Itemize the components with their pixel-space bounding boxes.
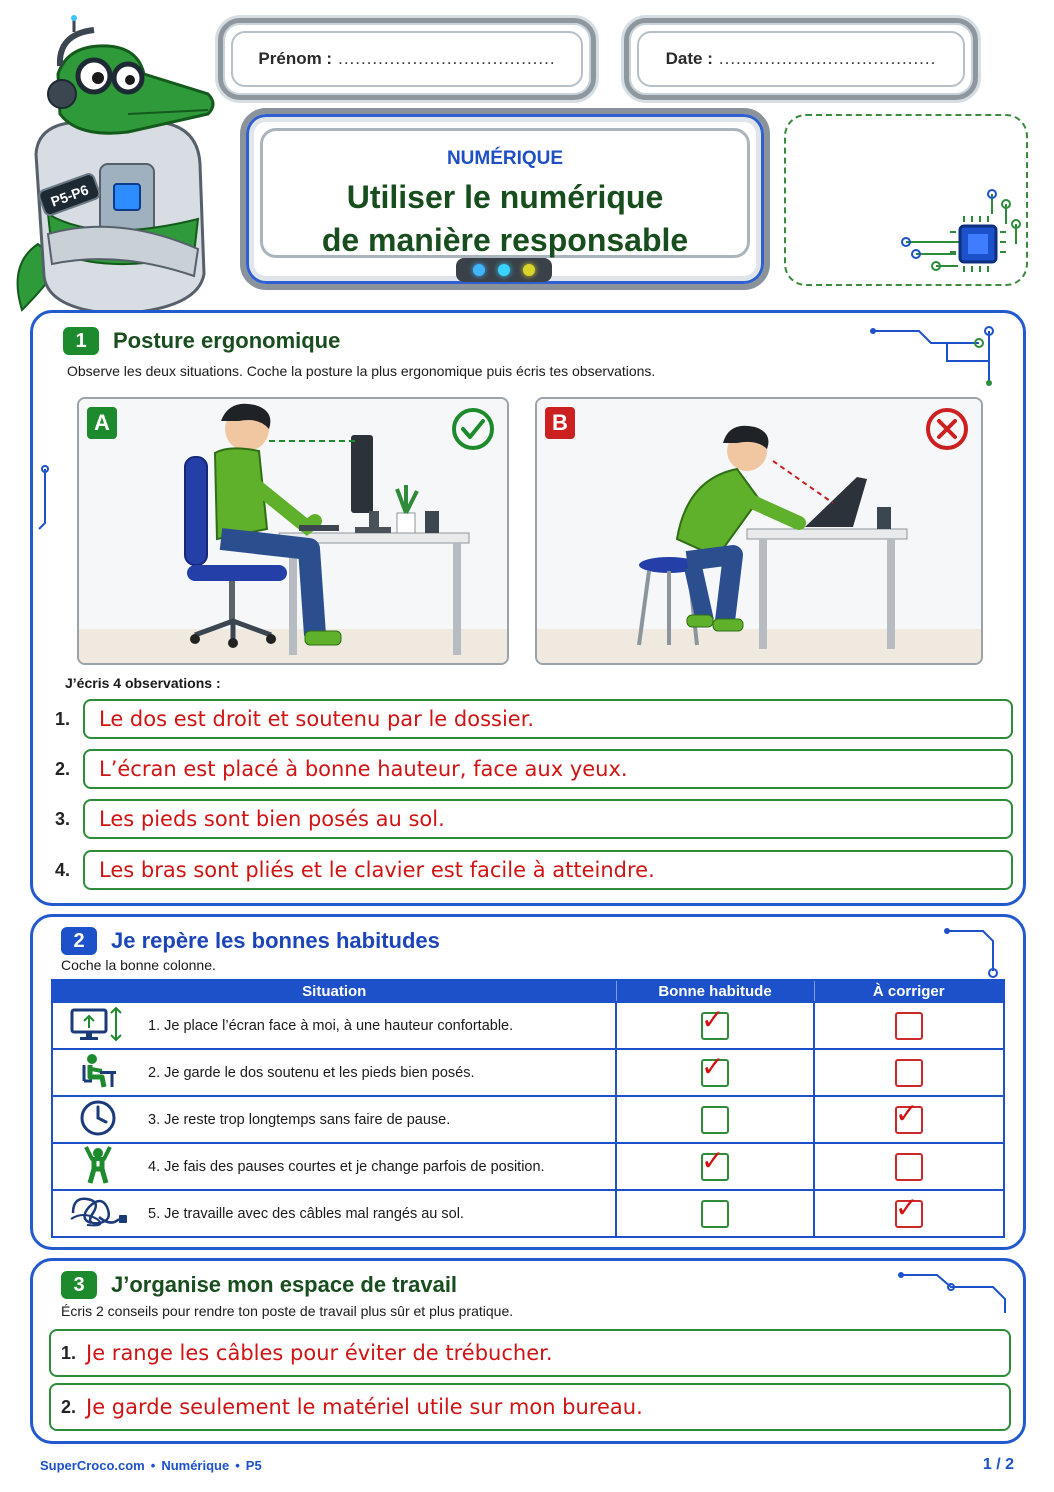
cross-circle-icon[interactable] [925, 407, 969, 451]
tick-mark: ✓ [701, 1050, 725, 1082]
seated-person-icon [78, 1053, 118, 1089]
column-header-fix: À corriger [814, 980, 1004, 1002]
tick-mark: ✓ [701, 1144, 725, 1176]
row-situation: 3. Je reste trop longtemps sans faire de pause. [142, 1096, 616, 1143]
led-light-icon [523, 264, 535, 276]
to-fix-checkbox[interactable] [895, 1153, 923, 1181]
section-instruction: Observe les deux situations. Coche la posture la plus ergonomique puis écris tes observations. [67, 363, 656, 379]
advice-field[interactable] [49, 1383, 1011, 1431]
to-fix-cell [814, 1049, 1004, 1096]
led-light-icon [473, 264, 485, 276]
row-icon-cell [52, 1049, 142, 1096]
observation-number: 3. [55, 808, 71, 829]
section-workspace [30, 1258, 1026, 1444]
good-habit-cell [616, 1190, 814, 1237]
column-header-situation: Situation [52, 980, 616, 1002]
good-habit-cell [616, 1096, 814, 1143]
section-instruction: Coche la bonne colonne. [61, 957, 216, 973]
row-icon-cell [52, 1143, 142, 1190]
table-row [52, 1049, 1004, 1096]
good-habit-cell [616, 1143, 814, 1190]
page-title-line-2: de manière responsable [321, 222, 689, 258]
observation-row [55, 749, 1013, 789]
circuit-decoration-icon [943, 923, 1013, 979]
habits-table [51, 979, 1005, 1238]
footer-level: P5 [245, 1458, 262, 1473]
table-header-row [52, 980, 1004, 1002]
first-name-dots: ...................................... [338, 49, 556, 68]
observation-row [55, 850, 1013, 890]
date-label: Date : [665, 49, 713, 68]
stretching-person-icon [82, 1145, 114, 1185]
observation-row [55, 699, 1013, 739]
to-fix-cell [814, 1002, 1004, 1049]
footer-subject: Numérique [161, 1458, 230, 1473]
tick-mark: ✓ [895, 1097, 919, 1129]
section-1-header [63, 327, 340, 355]
circuit-decoration-icon [37, 463, 57, 533]
table-row [52, 1190, 1004, 1237]
panel-letter-a: A [87, 407, 117, 439]
advice-text: Je range les câbles pour éviter de trébucher. [86, 1341, 553, 1365]
posture-image-b [535, 397, 983, 665]
observation-number: 4. [55, 859, 71, 880]
section-title: Je repère les bonnes habitudes [111, 928, 440, 953]
table-row [52, 1096, 1004, 1143]
section-3-header [61, 1271, 457, 1299]
mascot-badge-text: P5-P6 [48, 181, 91, 210]
date-dots: ...................................... [718, 49, 937, 68]
date-field[interactable] [624, 18, 978, 100]
posture-image-a [77, 397, 509, 665]
section-instruction: Écris 2 conseils pour rendre ton poste de travail plus sûr et plus pratique. [61, 1303, 514, 1319]
observation-number: 2. [55, 758, 71, 779]
page-title [246, 176, 764, 262]
row-situation: 4. Je fais des pauses courtes et je change parfois de position. [142, 1143, 616, 1190]
good-habit-checkbox[interactable] [701, 1200, 729, 1228]
row-situation: 5. Je travaille avec des câbles mal rangés au sol. [142, 1190, 616, 1237]
circuit-decoration-icon [897, 1267, 1017, 1317]
section-title: J’organise mon espace de travail [111, 1272, 458, 1297]
row-icon-cell [52, 1096, 142, 1143]
good-habit-checkbox[interactable] [701, 1144, 729, 1181]
footer: SuperCroco.com • Numérique • P5 [40, 1458, 262, 1473]
to-fix-checkbox[interactable] [895, 1191, 923, 1228]
to-fix-checkbox[interactable] [895, 1012, 923, 1040]
to-fix-cell [814, 1096, 1004, 1143]
microchip-icon [896, 184, 1026, 284]
section-habits [30, 914, 1026, 1250]
observation-field[interactable]: L’écran est placé à bonne hauteur, face aux yeux. [83, 749, 1013, 789]
row-situation: 1. Je place l’écran face à moi, à une hauteur confortable. [142, 1002, 616, 1049]
tick-mark: ✓ [701, 1003, 725, 1035]
observations-label: J’écris 4 observations : [65, 675, 221, 691]
to-fix-checkbox[interactable] [895, 1097, 923, 1134]
good-habit-checkbox[interactable] [701, 1003, 729, 1040]
led-light-icon [498, 264, 510, 276]
section-2-header [61, 927, 440, 955]
section-title: Posture ergonomique [113, 328, 341, 353]
table-row [52, 1143, 1004, 1190]
section-number-badge: 3 [61, 1271, 97, 1299]
section-number-badge: 2 [61, 927, 97, 955]
check-circle-icon[interactable] [451, 407, 495, 451]
column-header-good: Bonne habitude [616, 980, 814, 1002]
tangled-cable-icon [67, 1193, 129, 1231]
row-situation: 2. Je garde le dos soutenu et les pieds bien posés. [142, 1049, 616, 1096]
circuit-decoration-icon [869, 321, 1009, 393]
section-number-badge: 1 [63, 327, 99, 355]
croco-robot-mascot [8, 14, 222, 314]
row-icon-cell [52, 1002, 142, 1049]
observation-number: 1. [55, 708, 71, 729]
to-fix-cell [814, 1190, 1004, 1237]
panel-letter-b: B [545, 407, 575, 439]
good-habit-cell [616, 1002, 814, 1049]
observation-field[interactable]: Les bras sont pliés et le clavier est facile à atteindre. [83, 850, 1013, 890]
row-icon-cell [52, 1190, 142, 1237]
led-bar [456, 258, 552, 282]
advice-number: 1. [61, 1342, 77, 1363]
section-posture [30, 310, 1026, 906]
title-frame [240, 108, 770, 290]
advice-number: 2. [61, 1396, 77, 1417]
page-title-line-1: Utiliser le numérique [346, 179, 664, 215]
clock-icon [78, 1098, 118, 1138]
first-name-field[interactable] [218, 18, 596, 100]
to-fix-checkbox[interactable] [895, 1059, 923, 1087]
chip-decoration-box [784, 114, 1028, 286]
advice-field[interactable] [49, 1329, 1011, 1377]
footer-site: SuperCroco.com [40, 1458, 145, 1473]
monitor-height-icon [70, 1006, 126, 1042]
tick-mark: ✓ [895, 1191, 919, 1223]
to-fix-cell [814, 1143, 1004, 1190]
good-habit-cell [616, 1049, 814, 1096]
good-habit-checkbox[interactable] [701, 1050, 729, 1087]
page-number: 1 / 2 [982, 1456, 1014, 1473]
advice-text: Je garde seulement le matériel utile sur mon bureau. [86, 1395, 643, 1419]
table-row [52, 1002, 1004, 1049]
subject-label: NUMÉRIQUE [446, 148, 564, 169]
observation-field[interactable]: Les pieds sont bien posés au sol. [83, 799, 1013, 839]
good-habit-checkbox[interactable] [701, 1106, 729, 1134]
first-name-label: Prénom : [258, 49, 333, 68]
observation-row [55, 799, 1013, 839]
observation-field[interactable]: Le dos est droit et soutenu par le dossier. [83, 699, 1013, 739]
